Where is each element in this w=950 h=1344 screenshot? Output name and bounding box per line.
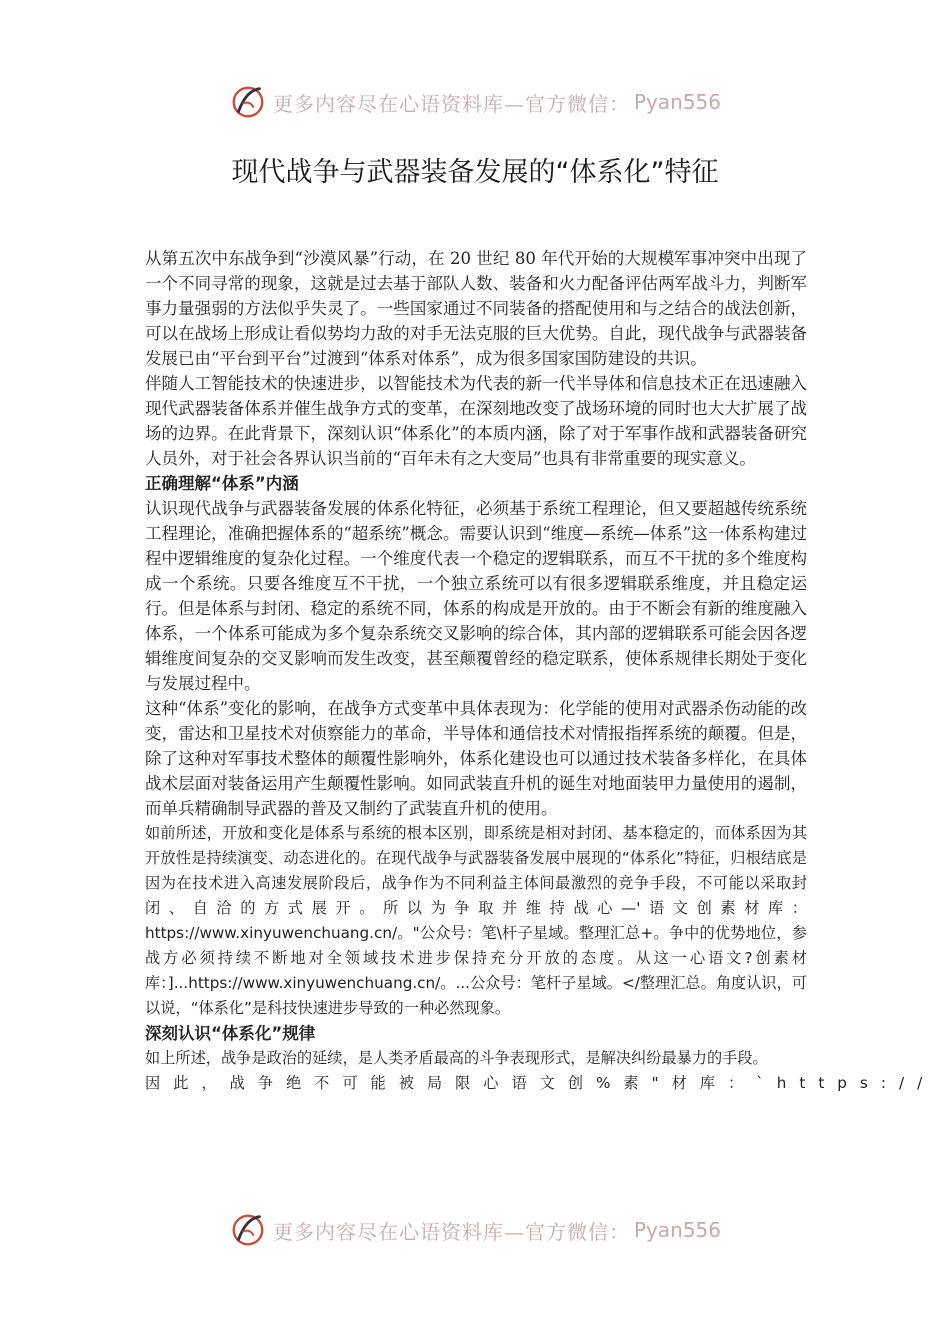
- section-heading-1: 正确理解“体系”内涵: [145, 474, 299, 493]
- paragraph-6: 如上所述，战争是政治的延续，是人类矛盾最高的斗争表现形式，是解决纠纷最暴力的手段。: [145, 1049, 768, 1067]
- banner-text: 更多内容尽在心语资料库—官方微信：: [272, 91, 630, 116]
- article-body: [145, 246, 936, 1096]
- paragraph-7: 因此，战争绝不可能被局限心语文创%素"材库：`https://: [145, 1074, 936, 1092]
- paragraph-4: 这种“体系”变化的影响，在战争方式变革中具体表现为：化学能的使用对武器杀伤动能的改变，雷达和卫星技术对侦察能力的革命，半导体和通信技术对情报指挥系统的颠覆。但是，除了这种对军事技术整体的颠覆性影响外，体系化建设也可以通过技术装备多样化，在具体战术层面对装备运用产生颠覆性影响。如同武装直升机的诞生对地面装甲力量使用的遏制，而单兵精确制导武器的普及又制约了武装直升机的使用。: [145, 699, 807, 818]
- section-heading-2: 深刻认识“体系化”规律: [145, 1024, 316, 1043]
- brand-logo-icon: [229, 1211, 267, 1249]
- banner-wechat-id: Pyan556: [633, 1218, 721, 1242]
- footer-banner: [0, 1208, 950, 1252]
- paragraph-1: 从第五次中东战争到“沙漠风暴”行动，在 20 世纪 80 年代开始的大规模军事冲突中出现了一个不同寻常的现象，这就是过去基于部队人数、装备和火力配备评估两军战斗力，判断军事力量强弱的方法似乎失灵了。一些国家通过不同装备的搭配使用和与之结合的战法创新，可以在战场上形成让看似势均力敌的对手无法克服的巨大优势。自此，现代战争与武器装备发展已由“平台到平台”过渡到“体系对体系”，成为很多国家国防建设的共识。: [145, 249, 807, 368]
- page-title: 现代战争与武器装备发展的“体系化”特征: [231, 157, 719, 188]
- paragraph-2: 伴随人工智能技术的快速进步，以智能技术为代表的新一代半导体和信息技术正在迅速融入现代武器装备体系并催生战争方式的变革，在深刻地改变了战场环境的同时也大大扩展了战场的边界。在此背景下，深刻认识“体系化”的本质内涵，除了对于军事作战和武器装备研究人员外，对于社会各界认识当前的“百年未有之大变局”也具有非常重要的现实意义。: [145, 374, 807, 468]
- header-banner: [0, 80, 950, 124]
- brand-logo-icon: [229, 83, 267, 121]
- paragraph-5: 如前所述，开放和变化是体系与系统的根本区别，即系统是相对封闭、基本稳定的，而体系因为其开放性是持续演变、动态进化的。在现代战争与武器装备发展中展现的“体系化”特征，归根结底是因为在技术进入高速发展阶段后，战争作为不同利益主体间最激烈的竞争手段，不可能以采取封闭、自洽的方式展开。所以为争取并维持战心—'语文创素材库：https://www.xinyuwenchuang.cn/。"公众号：笔\杆子星域。整理汇总+。争中的优势地位，参战方必须持续不断地对全领域技术进步保持充分开放的态度。从这一心语文?创素材库：]...https://www.xinyuwenchuang.cn/。...公众号：笔杆子星域。</整理汇总。角度认识，可以说，“体系化”是科技快速进步导致的一种必然现象。: [145, 824, 807, 1017]
- banner-wechat-id: Pyan556: [633, 90, 721, 114]
- paragraph-3: 认识现代战争与武器装备发展的体系化特征，必须基于系统工程理论，但又要超越传统系统工程理论，准确把握体系的“超系统”概念。需要认识到“维度—系统—体系”这一体系构建过程中逻辑维度的复杂化过程。一个维度代表一个稳定的逻辑联系，而互不干扰的多个维度构成一个系统。只要各维度互不干扰，一个独立系统可以有很多逻辑联系维度，并且稳定运行。但是体系与封闭、稳定的系统不同，体系的构成是开放的。由于不断会有新的维度融入体系，一个体系可能成为多个复杂系统交叉影响的综合体，其内部的逻辑联系可能会因各逻辑维度间复杂的交叉影响而发生改变，甚至颠覆曾经的稳定联系，使体系规律长期处于变化与发展过程中。: [145, 499, 807, 693]
- banner-text: 更多内容尽在心语资料库—官方微信：: [272, 1219, 630, 1244]
